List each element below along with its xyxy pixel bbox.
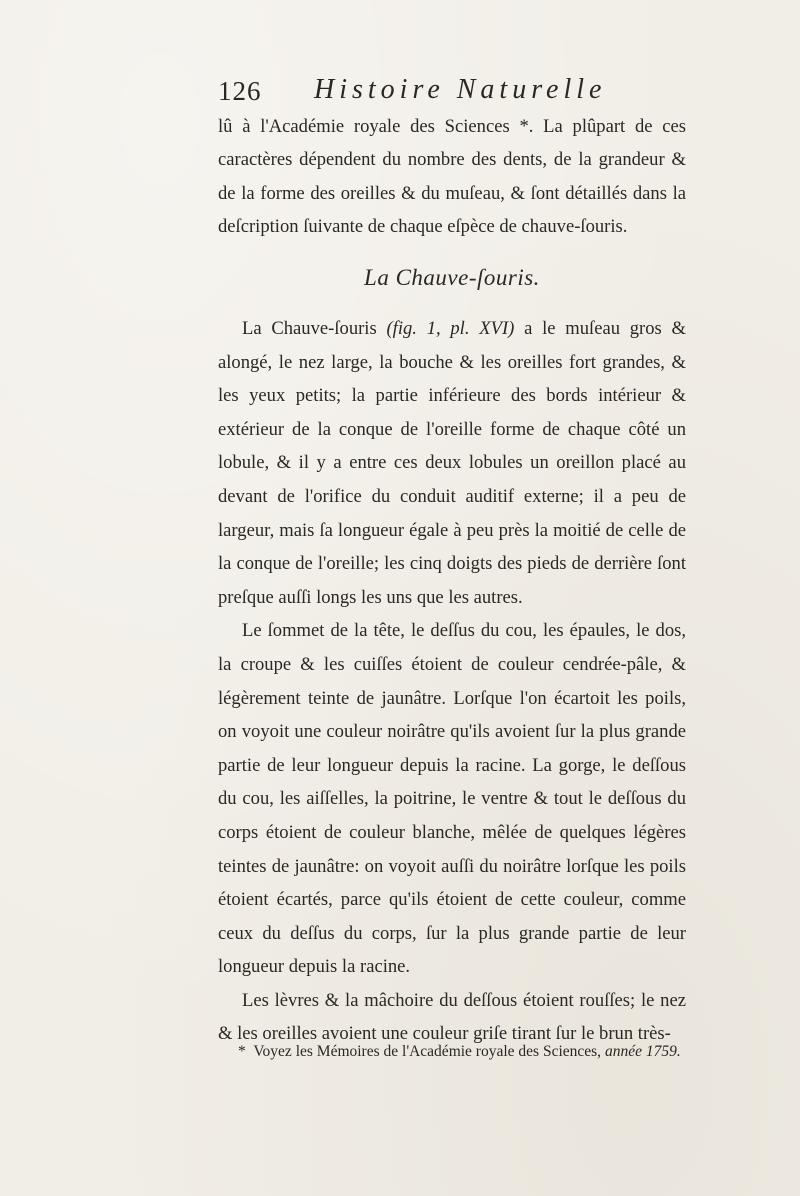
footnote-text: Voyez les Mémoires de l'Académie royale des Sciences,	[253, 1043, 602, 1060]
section-body	[218, 312, 686, 1051]
section-heading: La Chauve-ſouris.	[364, 265, 540, 290]
intro-paragraph	[218, 110, 686, 244]
paragraph-1	[218, 312, 686, 614]
page-number: 126	[218, 76, 262, 106]
footnote	[238, 1043, 698, 1061]
figure-reference: (fig. 1, pl. XVI)	[386, 318, 515, 339]
intro-text: lû à l'Académie royale des Sciences *. La plûpart de ces caractères dépendent du nombre des dents, de la grandeur & de la forme des oreilles & du muſeau, & ſont détaillés dans la deſcription ſuivante de chaque eſpèce de chauve-ſouris.	[218, 116, 686, 238]
running-title: Histoire Naturelle	[314, 74, 607, 105]
paragraph-1-start: La Chauve-ſouris	[242, 318, 377, 339]
paragraph-2: Le ſommet de la tête, le deſſus du cou, les épaules, le dos, la croupe & les cuiſſes étoient de couleur cendrée-pâle, & légèrement teinte de jaunâtre. Lorſque l'on écartoit les poils, on voyoit une couleur noirâtre qu'ils avoient ſur la plus grande partie de leur longueur depuis la racine. La gorge, le deſſous du cou, les aiſſelles, la poitrine, le ventre & tout le deſſous du corps étoient de couleur blanche, mêlée de quelques légères teintes de jaunâtre: on voyoit auſſi du noirâtre lorſque les poils étoient écartés, parce qu'ils étoient de cette couleur, comme ceux du deſſus du corps, ſur la plus grande partie de leur longueur depuis la racine.	[218, 620, 686, 978]
paragraph-3: Les lèvres & la mâchoire du deſſous étoient rouſſes; le nez & les oreilles avoient une couleur griſe tirant ſur le brun très-	[218, 989, 686, 1045]
paragraph-1-rest: a le muſeau gros & alongé, le nez large, la bouche & les oreilles fort grandes, & les yeux petits; la partie inférieure des bords intérieur & extérieur de la conque de l'oreille forme de chaque côté un lobule, & il y a entre ces deux lobules un oreillon placé au devant de l'orifice du conduit auditif externe; il a peu de largeur, mais ſa longueur égale à peu près la moitié de celle de la conque de l'oreille; les cinq doigts des pieds de derrière ſont preſque auſſi longs les uns que les autres.	[218, 318, 686, 608]
footnote-mark: *	[238, 1043, 246, 1060]
page-header	[218, 72, 688, 112]
footnote-year: année 1759.	[604, 1043, 681, 1060]
